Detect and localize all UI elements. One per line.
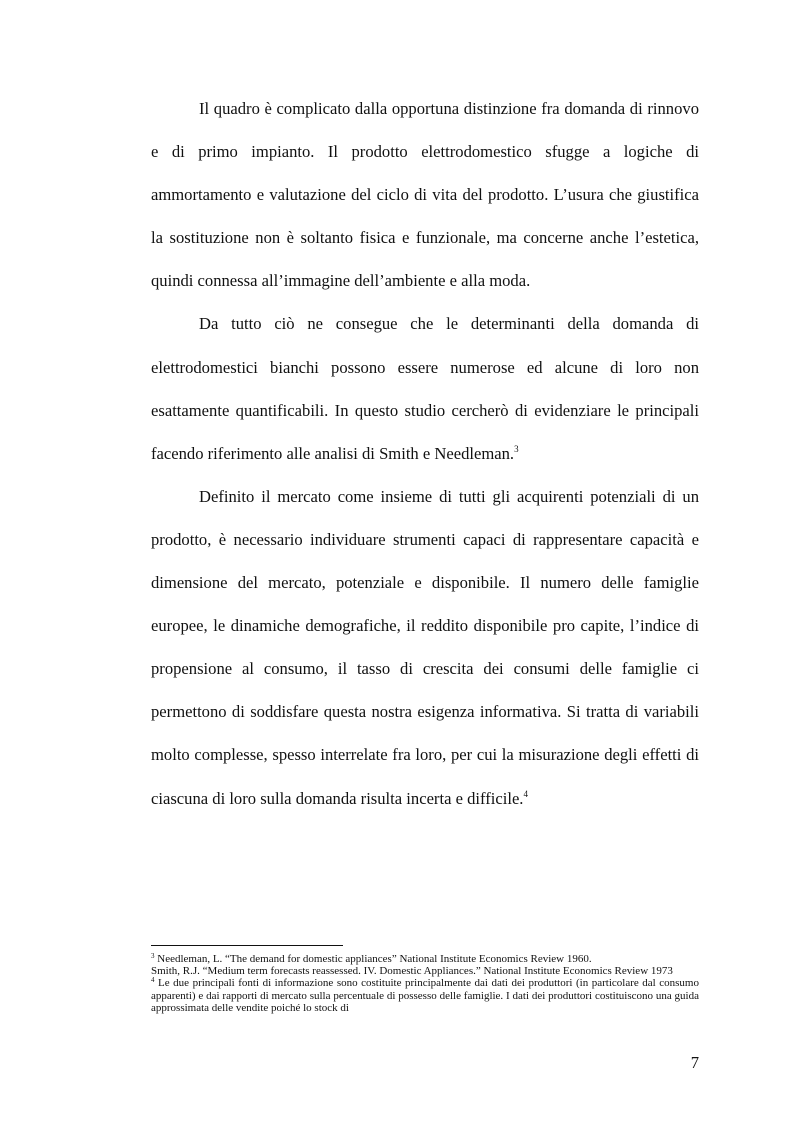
- footnote-number: 3: [151, 952, 155, 960]
- footnotes: [151, 953, 699, 1014]
- paragraph-text: Definito il mercato come insieme di tutti gli acquirenti potenziali di un prodotto, è necessario individuare strumenti capaci di rappresentare capacità e dimensione del mercato, potenziale e disponibile. Il numero delle famiglie europee, le dinamiche demografiche, il reddito disponibile pro capite, l’indice di propensione al consumo, il tasso di crescita dei consumi delle famiglie ci permettono di soddisfare questa nostra esigenza informativa. Si tratta di variabili molto complesse, spesso interrelate fra loro, per cui la misurazione degli effetti di ciascuna di loro sulla domanda risulta incerta e difficile.: [151, 486, 699, 808]
- paragraph: [151, 87, 699, 302]
- footnote: [151, 977, 699, 1014]
- footnote-reference: 4: [523, 788, 528, 799]
- footnote-text: Smith, R.J. “Medium term forecasts reassessed. IV. Domestic Appliances.” National Institute Economics Review 1973: [151, 965, 673, 978]
- footnote-number: 4: [151, 976, 155, 985]
- paragraph-text: Da tutto ciò ne consegue che le determinanti della domanda di elettrodomestici bianchi possono essere numerose ed alcune di loro non esattamente quantificabili. In questo studio cercherò di evidenziare le principali facendo riferimento alle analisi di Smith e Needleman.: [151, 314, 699, 463]
- paragraph: [151, 302, 699, 474]
- footnote-reference: 3: [514, 443, 519, 454]
- footnote: [151, 965, 699, 977]
- footnote-separator: [151, 945, 343, 946]
- footnote: [151, 953, 699, 965]
- paragraph-text: Il quadro è complicato dalla opportuna distinzione fra domanda di rinnovo e di primo impianto. Il prodotto elettrodomestico sfugge a logiche di ammortamento e valutazione del ciclo di vita del prodotto. L’usura che giustifica la sostituzione non è soltanto fisica e funzionale, ma concerne anche l’estetica, quindi connessa all’immagine dell’ambiente e alla moda.: [151, 99, 699, 291]
- footnote-text: Needleman, L. “The demand for domestic appliances” National Institute Economics Review 1960.: [157, 953, 592, 965]
- page-number: 7: [690, 1053, 699, 1072]
- paragraph: [151, 475, 699, 820]
- body-text: [151, 87, 699, 820]
- footnote-text: Le due principali fonti di informazione sono costituite principalmente dai dati dei produttori (in particolare dal consumo apparenti) e dai rapporti di mercato sulla percentuale di possesso delle famiglie. I dati dei produttori costituiscono una guida approssimata delle vendite poiché lo stock di: [151, 977, 699, 1014]
